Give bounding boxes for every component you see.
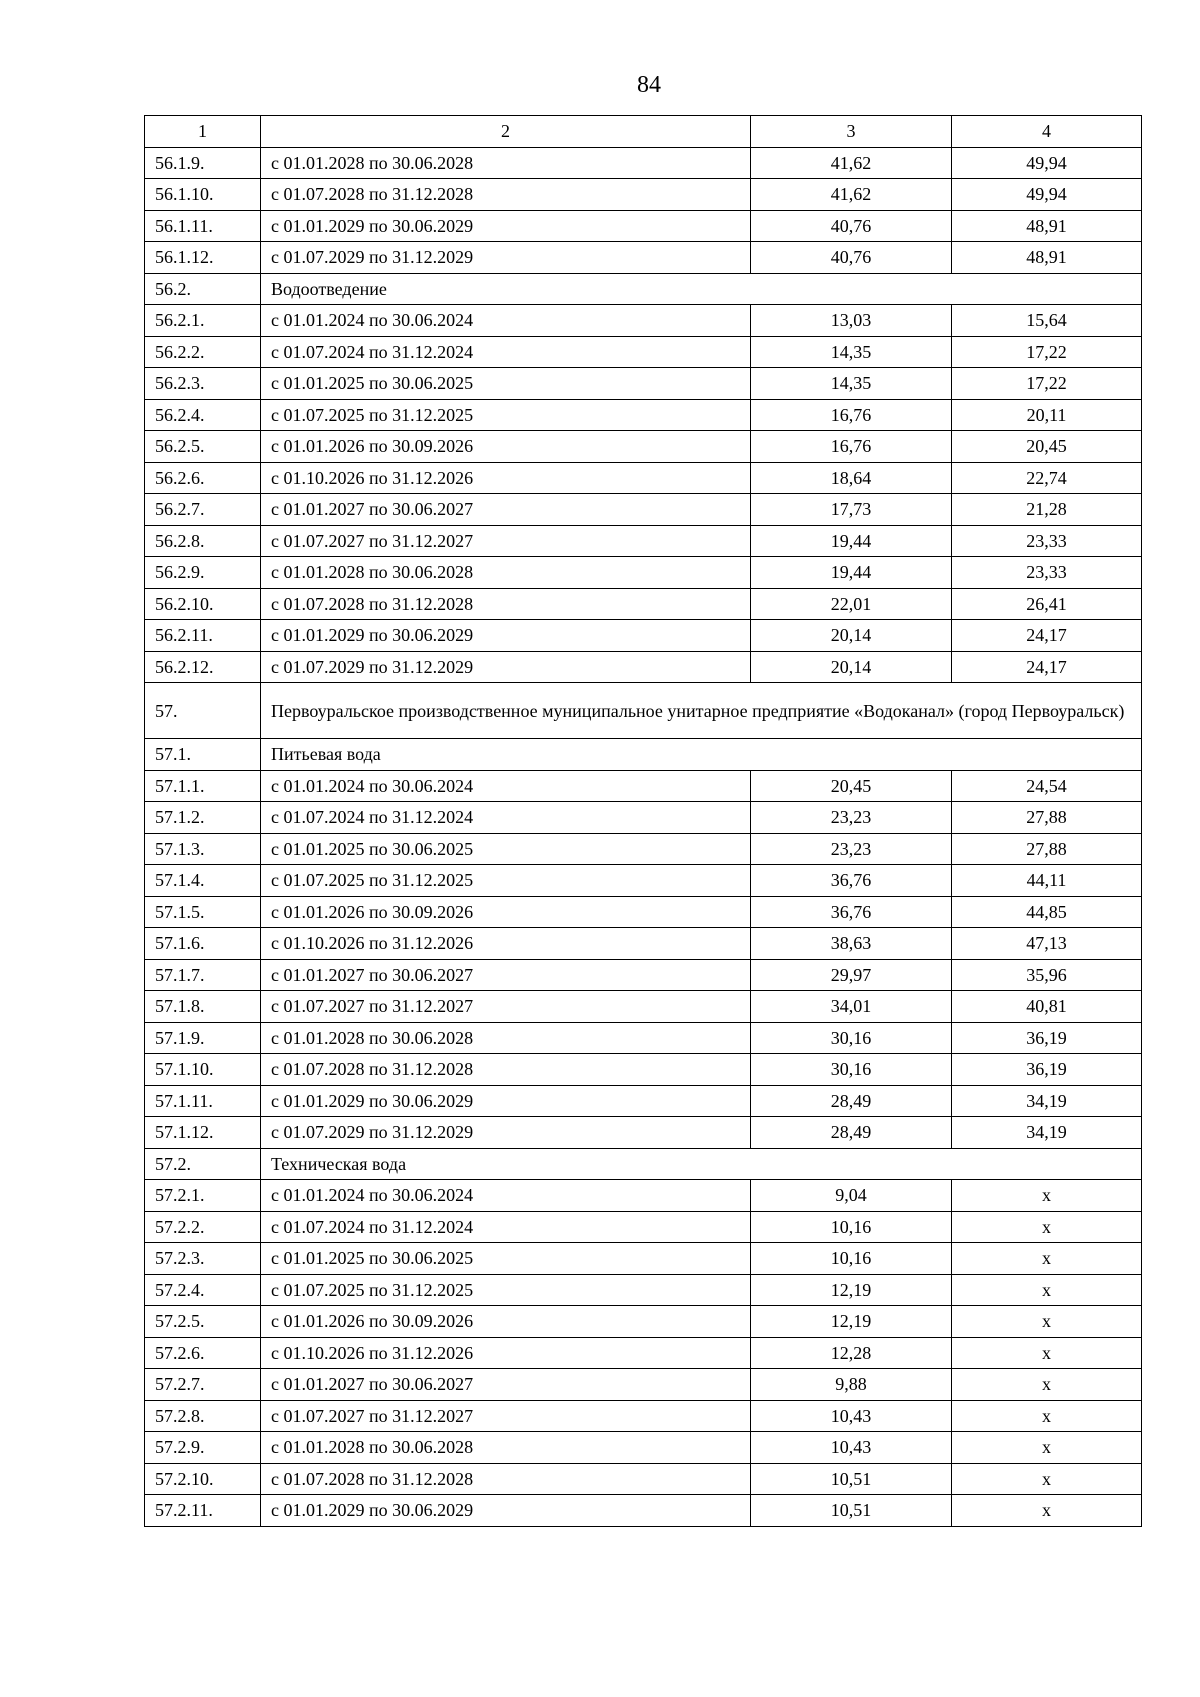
period-cell: с 01.01.2027 по 30.06.2027 (261, 959, 751, 991)
value-col4-cell: х (952, 1432, 1142, 1464)
row-number: 57.2.7. (145, 1369, 261, 1401)
row-number: 56.2.9. (145, 557, 261, 589)
table-row (145, 959, 1142, 991)
row-number: 56.2. (145, 273, 261, 305)
table-row (145, 179, 1142, 211)
value-col3-cell: 10,43 (751, 1432, 952, 1464)
period-cell: с 01.01.2027 по 30.06.2027 (261, 494, 751, 526)
value-col3-cell: 23,23 (751, 802, 952, 834)
value-col4-cell: 27,88 (952, 802, 1142, 834)
value-col4-cell: 36,19 (952, 1022, 1142, 1054)
value-col3-cell: 17,73 (751, 494, 952, 526)
period-cell: с 01.07.2027 по 31.12.2027 (261, 525, 751, 557)
table-row (145, 210, 1142, 242)
period-cell: с 01.01.2028 по 30.06.2028 (261, 1432, 751, 1464)
period-cell: с 01.01.2025 по 30.06.2025 (261, 368, 751, 400)
row-number: 57.1.1. (145, 770, 261, 802)
row-number: 57.1.10. (145, 1054, 261, 1086)
table-row (145, 462, 1142, 494)
table-row (145, 1369, 1142, 1401)
table-row (145, 1117, 1142, 1149)
period-cell: с 01.01.2024 по 30.06.2024 (261, 305, 751, 337)
value-col4-cell: 20,11 (952, 399, 1142, 431)
period-cell: с 01.07.2028 по 31.12.2028 (261, 1463, 751, 1495)
period-cell: с 01.01.2028 по 30.06.2028 (261, 1022, 751, 1054)
value-col4-cell: 48,91 (952, 242, 1142, 274)
row-number: 57.1.6. (145, 928, 261, 960)
period-cell: с 01.01.2029 по 30.06.2029 (261, 620, 751, 652)
tariff-table (144, 115, 1142, 1527)
row-number: 57.2.3. (145, 1243, 261, 1275)
value-col3-cell: 10,51 (751, 1495, 952, 1527)
value-col3-cell: 9,04 (751, 1180, 952, 1212)
table-row (145, 431, 1142, 463)
row-number: 57.1.2. (145, 802, 261, 834)
value-col4-cell: 17,22 (952, 336, 1142, 368)
table-row (145, 147, 1142, 179)
value-col4-cell: х (952, 1306, 1142, 1338)
value-col4-cell: 24,17 (952, 651, 1142, 683)
row-number: 57. (145, 683, 261, 739)
value-col3-cell: 41,62 (751, 179, 952, 211)
period-cell: с 01.07.2024 по 31.12.2024 (261, 802, 751, 834)
row-number: 57.2.1. (145, 1180, 261, 1212)
table-row (145, 1211, 1142, 1243)
column-header-4: 4 (952, 116, 1142, 148)
table-body (145, 147, 1142, 1526)
row-number: 56.1.10. (145, 179, 261, 211)
value-col3-cell: 38,63 (751, 928, 952, 960)
value-col3-cell: 19,44 (751, 525, 952, 557)
table-row (145, 1274, 1142, 1306)
value-col4-cell: х (952, 1243, 1142, 1275)
period-cell: с 01.07.2025 по 31.12.2025 (261, 865, 751, 897)
table-row (145, 1306, 1142, 1338)
table-row (145, 833, 1142, 865)
table-row (145, 1495, 1142, 1527)
value-col3-cell: 40,76 (751, 242, 952, 274)
value-col4-cell: х (952, 1211, 1142, 1243)
value-col4-cell: 36,19 (952, 1054, 1142, 1086)
value-col3-cell: 10,51 (751, 1463, 952, 1495)
value-col3-cell: 20,45 (751, 770, 952, 802)
value-col4-cell: 40,81 (952, 991, 1142, 1023)
table-row (145, 399, 1142, 431)
value-col3-cell: 30,16 (751, 1022, 952, 1054)
section-title: Первоуральское производственное муниципальное унитарное предприятие «Водоканал» (город Первоуральск) (261, 683, 1142, 739)
row-number: 56.1.9. (145, 147, 261, 179)
value-col4-cell: 23,33 (952, 557, 1142, 589)
value-col3-cell: 18,64 (751, 462, 952, 494)
period-cell: с 01.07.2029 по 31.12.2029 (261, 1117, 751, 1149)
period-cell: с 01.07.2029 по 31.12.2029 (261, 651, 751, 683)
table-row (145, 588, 1142, 620)
row-number: 56.2.2. (145, 336, 261, 368)
table-row (145, 494, 1142, 526)
value-col3-cell: 13,03 (751, 305, 952, 337)
table-row (145, 1243, 1142, 1275)
period-cell: с 01.01.2024 по 30.06.2024 (261, 1180, 751, 1212)
period-cell: с 01.01.2028 по 30.06.2028 (261, 557, 751, 589)
row-number: 57.2.5. (145, 1306, 261, 1338)
value-col4-cell: 21,28 (952, 494, 1142, 526)
value-col4-cell: 15,64 (952, 305, 1142, 337)
period-cell: с 01.07.2025 по 31.12.2025 (261, 1274, 751, 1306)
value-col4-cell: 27,88 (952, 833, 1142, 865)
value-col3-cell: 19,44 (751, 557, 952, 589)
column-header-3: 3 (751, 116, 952, 148)
row-number: 57.1.9. (145, 1022, 261, 1054)
row-number: 56.1.12. (145, 242, 261, 274)
period-cell: с 01.07.2028 по 31.12.2028 (261, 588, 751, 620)
value-col4-cell: 26,41 (952, 588, 1142, 620)
row-number: 57.1.12. (145, 1117, 261, 1149)
value-col4-cell: 17,22 (952, 368, 1142, 400)
period-cell: с 01.10.2026 по 31.12.2026 (261, 462, 751, 494)
value-col4-cell: 24,17 (952, 620, 1142, 652)
table-row (145, 802, 1142, 834)
value-col3-cell: 14,35 (751, 368, 952, 400)
value-col4-cell: 48,91 (952, 210, 1142, 242)
column-header-2: 2 (261, 116, 751, 148)
period-cell: с 01.01.2026 по 30.09.2026 (261, 431, 751, 463)
table-row (145, 336, 1142, 368)
value-col3-cell: 12,19 (751, 1274, 952, 1306)
value-col3-cell: 12,19 (751, 1306, 952, 1338)
table-row (145, 305, 1142, 337)
row-number: 57.1.8. (145, 991, 261, 1023)
value-col3-cell: 36,76 (751, 896, 952, 928)
value-col3-cell: 28,49 (751, 1085, 952, 1117)
row-number: 56.1.11. (145, 210, 261, 242)
row-number: 57.2.10. (145, 1463, 261, 1495)
value-col4-cell: х (952, 1400, 1142, 1432)
value-col4-cell: 34,19 (952, 1085, 1142, 1117)
row-number: 57.2.2. (145, 1211, 261, 1243)
value-col3-cell: 22,01 (751, 588, 952, 620)
period-cell: с 01.01.2025 по 30.06.2025 (261, 833, 751, 865)
page-number: 84 (637, 72, 661, 98)
period-cell: с 01.07.2028 по 31.12.2028 (261, 1054, 751, 1086)
row-number: 57.2.4. (145, 1274, 261, 1306)
value-col4-cell: 47,13 (952, 928, 1142, 960)
value-col3-cell: 29,97 (751, 959, 952, 991)
period-cell: с 01.01.2029 по 30.06.2029 (261, 210, 751, 242)
row-number: 57.1. (145, 739, 261, 771)
value-col3-cell: 34,01 (751, 991, 952, 1023)
row-number: 57.2.8. (145, 1400, 261, 1432)
period-cell: с 01.07.2024 по 31.12.2024 (261, 1211, 751, 1243)
row-number: 56.2.4. (145, 399, 261, 431)
value-col3-cell: 12,28 (751, 1337, 952, 1369)
value-col3-cell: 28,49 (751, 1117, 952, 1149)
table-row (145, 1432, 1142, 1464)
table-row (145, 1400, 1142, 1432)
period-cell: с 01.01.2026 по 30.09.2026 (261, 896, 751, 928)
table-row (145, 865, 1142, 897)
row-number: 56.2.11. (145, 620, 261, 652)
value-col3-cell: 30,16 (751, 1054, 952, 1086)
period-cell: с 01.01.2025 по 30.06.2025 (261, 1243, 751, 1275)
period-cell: с 01.10.2026 по 31.12.2026 (261, 928, 751, 960)
value-col4-cell: х (952, 1369, 1142, 1401)
period-cell: с 01.07.2028 по 31.12.2028 (261, 179, 751, 211)
value-col3-cell: 20,14 (751, 651, 952, 683)
table-row (145, 651, 1142, 683)
value-col4-cell: 49,94 (952, 179, 1142, 211)
row-number: 57.1.3. (145, 833, 261, 865)
table-row (145, 1337, 1142, 1369)
table-row (145, 1463, 1142, 1495)
period-cell: с 01.07.2029 по 31.12.2029 (261, 242, 751, 274)
row-number: 56.2.3. (145, 368, 261, 400)
value-col3-cell: 23,23 (751, 833, 952, 865)
row-number: 56.2.8. (145, 525, 261, 557)
row-number: 57.1.4. (145, 865, 261, 897)
period-cell: с 01.01.2028 по 30.06.2028 (261, 147, 751, 179)
value-col4-cell: 44,11 (952, 865, 1142, 897)
row-number: 57.2. (145, 1148, 261, 1180)
row-number: 57.1.5. (145, 896, 261, 928)
row-number: 56.2.12. (145, 651, 261, 683)
row-number: 57.2.6. (145, 1337, 261, 1369)
period-cell: с 01.01.2027 по 30.06.2027 (261, 1369, 751, 1401)
section-title: Техническая вода (261, 1148, 1142, 1180)
section-row (145, 1148, 1142, 1180)
period-cell: с 01.07.2025 по 31.12.2025 (261, 399, 751, 431)
row-number: 56.2.5. (145, 431, 261, 463)
period-cell: с 01.07.2024 по 31.12.2024 (261, 336, 751, 368)
value-col4-cell: х (952, 1180, 1142, 1212)
value-col4-cell: 35,96 (952, 959, 1142, 991)
row-number: 57.2.11. (145, 1495, 261, 1527)
period-cell: с 01.01.2029 по 30.06.2029 (261, 1085, 751, 1117)
row-number: 56.2.10. (145, 588, 261, 620)
row-number: 57.1.11. (145, 1085, 261, 1117)
value-col3-cell: 10,16 (751, 1243, 952, 1275)
value-col3-cell: 16,76 (751, 399, 952, 431)
value-col4-cell: 22,74 (952, 462, 1142, 494)
period-cell: с 01.07.2027 по 31.12.2027 (261, 1400, 751, 1432)
value-col4-cell: 24,54 (952, 770, 1142, 802)
table-row (145, 1022, 1142, 1054)
row-number: 57.1.7. (145, 959, 261, 991)
value-col3-cell: 10,43 (751, 1400, 952, 1432)
section-row (145, 273, 1142, 305)
value-col3-cell: 10,16 (751, 1211, 952, 1243)
period-cell: с 01.01.2029 по 30.06.2029 (261, 1495, 751, 1527)
value-col3-cell: 36,76 (751, 865, 952, 897)
value-col3-cell: 9,88 (751, 1369, 952, 1401)
value-col3-cell: 40,76 (751, 210, 952, 242)
value-col3-cell: 41,62 (751, 147, 952, 179)
value-col4-cell: х (952, 1495, 1142, 1527)
table-row (145, 770, 1142, 802)
period-cell: с 01.10.2026 по 31.12.2026 (261, 1337, 751, 1369)
row-number: 56.2.6. (145, 462, 261, 494)
table-row (145, 896, 1142, 928)
value-col4-cell: 44,85 (952, 896, 1142, 928)
value-col4-cell: х (952, 1337, 1142, 1369)
period-cell: с 01.07.2027 по 31.12.2027 (261, 991, 751, 1023)
table-row (145, 242, 1142, 274)
table-row (145, 928, 1142, 960)
value-col4-cell: 49,94 (952, 147, 1142, 179)
table-row (145, 1054, 1142, 1086)
section-row (145, 739, 1142, 771)
value-col4-cell: 34,19 (952, 1117, 1142, 1149)
value-col3-cell: 16,76 (751, 431, 952, 463)
column-header-1: 1 (145, 116, 261, 148)
table-header-row (145, 116, 1142, 148)
value-col3-cell: 14,35 (751, 336, 952, 368)
table-row (145, 368, 1142, 400)
table-row (145, 557, 1142, 589)
section-row (145, 683, 1142, 739)
table-row (145, 525, 1142, 557)
row-number: 56.2.1. (145, 305, 261, 337)
row-number: 57.2.9. (145, 1432, 261, 1464)
section-title: Водоотведение (261, 273, 1142, 305)
table-row (145, 620, 1142, 652)
value-col4-cell: х (952, 1463, 1142, 1495)
value-col4-cell: х (952, 1274, 1142, 1306)
section-title: Питьевая вода (261, 739, 1142, 771)
value-col4-cell: 23,33 (952, 525, 1142, 557)
table-row (145, 1180, 1142, 1212)
row-number: 56.2.7. (145, 494, 261, 526)
value-col4-cell: 20,45 (952, 431, 1142, 463)
period-cell: с 01.01.2026 по 30.09.2026 (261, 1306, 751, 1338)
period-cell: с 01.01.2024 по 30.06.2024 (261, 770, 751, 802)
table-row (145, 1085, 1142, 1117)
value-col3-cell: 20,14 (751, 620, 952, 652)
table-row (145, 991, 1142, 1023)
